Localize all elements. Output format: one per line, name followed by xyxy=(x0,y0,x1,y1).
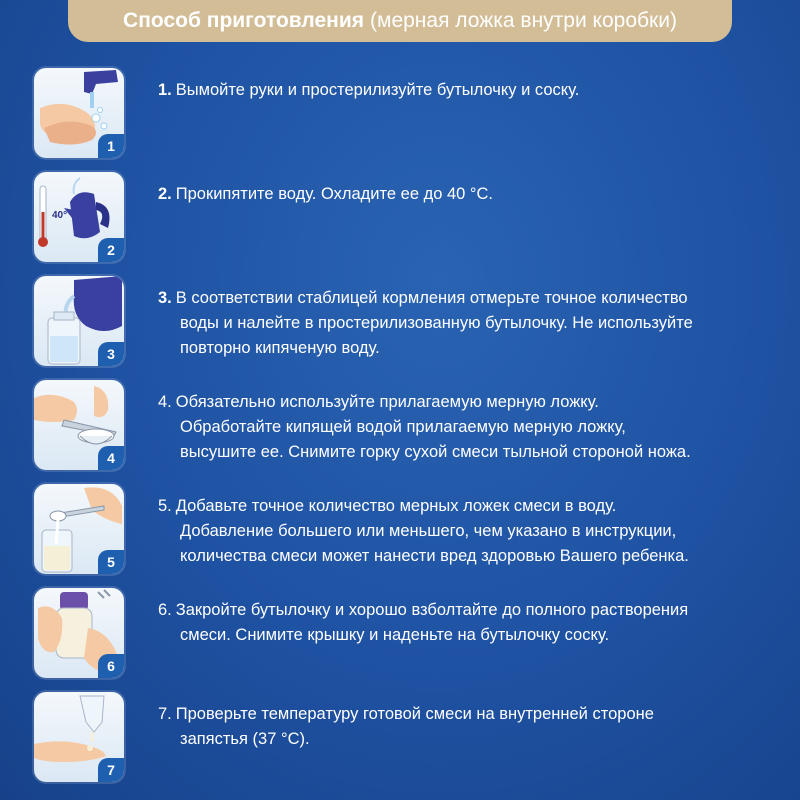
step-badge: 5 xyxy=(98,550,124,574)
step-line: В соответствии стаблицей кормления отмерьте точное количество xyxy=(175,289,688,307)
step-badge: 3 xyxy=(98,342,124,366)
step-text xyxy=(158,702,778,752)
add-powder-bottle-icon xyxy=(34,484,124,574)
step-line: запястья (37 °C). xyxy=(180,730,310,748)
step-line: Обязательно используйте прилагаемую мерную ложку. xyxy=(175,393,599,411)
step-line: воды и налейте в простерилизованную бутылочку. Не используйте xyxy=(180,314,693,332)
step-line: количества смеси может нанести вред здоровью Вашего ребенка. xyxy=(180,547,689,565)
step-text xyxy=(158,286,778,361)
step-number: 7. xyxy=(158,705,172,723)
hands-washing-icon xyxy=(34,68,124,158)
shake-bottle-icon xyxy=(34,588,124,678)
step-line: Добавьте точное количество мерных ложек смеси в воду. xyxy=(175,497,617,515)
step-text xyxy=(158,494,778,569)
step-number: 2. xyxy=(158,185,172,203)
step-line: высушите ее. Снимите горку сухой смеси тыльной стороной ножа. xyxy=(180,443,691,461)
wrist-test-icon xyxy=(34,692,124,782)
step-number: 4. xyxy=(158,393,172,411)
step-line: Закройте бутылочку и хорошо взболтайте до полного растворения xyxy=(175,601,689,619)
step-line: Добавление большего или меньшего, чем указано в инструкции, xyxy=(180,522,677,540)
measuring-spoon-knife-icon xyxy=(34,380,124,470)
thermometer-label: 40° xyxy=(52,210,68,221)
header-banner xyxy=(68,0,732,42)
step-line: смеси. Снимите крышку и наденьте на бутылочку соску. xyxy=(180,626,610,644)
step-number: 6. xyxy=(158,601,172,619)
step-line: Проверьте температуру готовой смеси на внутренней стороне xyxy=(175,705,654,723)
pour-water-bottle-icon xyxy=(34,276,124,366)
step-text xyxy=(158,78,778,103)
step-number: 5. xyxy=(158,497,172,515)
header-title: Способ приготовления xyxy=(123,9,365,32)
step-text xyxy=(158,598,778,648)
step-badge: 2 xyxy=(98,238,124,262)
step-line: повторно кипяченую воду. xyxy=(180,339,380,357)
kettle-thermometer-icon xyxy=(34,172,124,262)
step-badge: 7 xyxy=(98,758,124,782)
step-badge: 4 xyxy=(98,446,124,470)
step-number: 3. xyxy=(158,289,172,307)
step-line: Вымойте руки и простерилизуйте бутылочку и соску. xyxy=(175,81,580,99)
step-line: Обработайте кипящей водой прилагаемую мерную ложку, xyxy=(180,418,626,436)
step-number: 1. xyxy=(158,81,172,99)
step-text xyxy=(158,390,778,465)
step-badge: 6 xyxy=(98,654,124,678)
header-subtitle: (мерная ложка внутри коробки) xyxy=(370,9,677,32)
step-text xyxy=(158,182,778,207)
step-line: Прокипятите воду. Охладите ее до 40 °C. xyxy=(175,185,494,203)
step-badge: 1 xyxy=(98,134,124,158)
